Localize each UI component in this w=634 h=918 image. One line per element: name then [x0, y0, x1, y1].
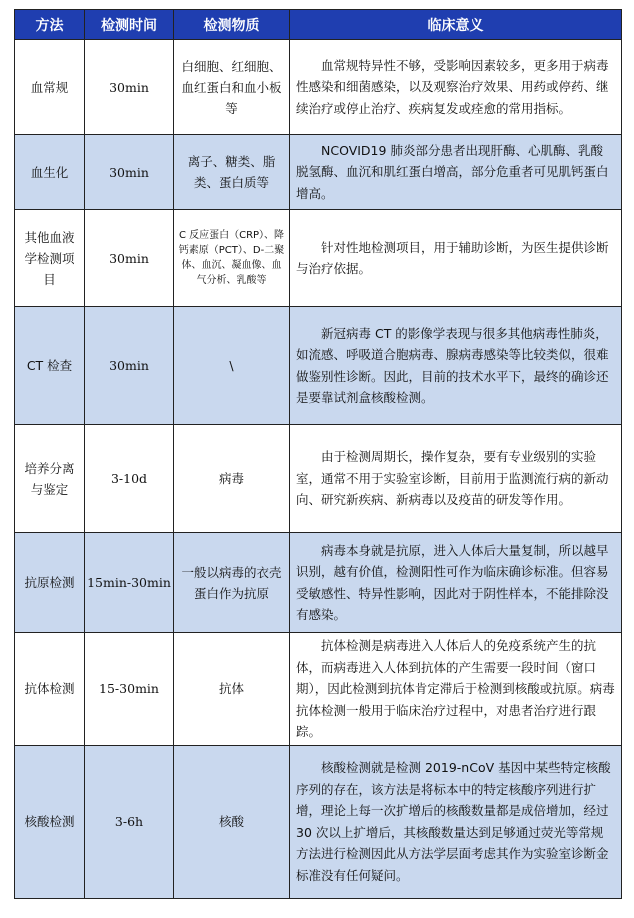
time-cell: 15-30min — [85, 633, 174, 746]
method-cell: 抗原检测 — [15, 533, 85, 633]
table-row — [15, 533, 622, 633]
method-cell: CT 检查 — [15, 307, 85, 425]
material-cell: C 反应蛋白（CRP）、降钙素原（PCT）、D-二聚体、血沉、凝血像、血气分析、乳酸等 — [174, 210, 290, 307]
material-cell: 白细胞、红细胞、血红蛋白和血小板等 — [174, 40, 290, 135]
method-cell: 血生化 — [15, 135, 85, 210]
meaning-cell: 新冠病毒 CT 的影像学表现与很多其他病毒性肺炎，如流感、呼吸道合胞病毒、腺病毒感染等比较类似，很难做鉴别性诊断。因此，目前的技术水平下，最终的确诊还是要靠试剂盒核酸检测。 — [290, 307, 622, 425]
meaning-cell: NCOVID19 肺炎部分患者出现肝酶、心肌酶、乳酸脱氢酶、血沉和肌红蛋白增高，部分危重者可见肌钙蛋白增高。 — [290, 135, 622, 210]
method-cell: 培养分离与鉴定 — [15, 425, 85, 533]
material-cell: 核酸 — [174, 745, 290, 898]
meaning-cell: 抗体检测是病毒进入人体后人的免疫系统产生的抗体，而病毒进入人体到抗体的产生需要一段时间（窗口期），因此检测到抗体肯定滞后于检测到核酸或抗原。病毒抗体检测一般用于临床治疗过程中，对患者治疗进行跟踪。 — [290, 633, 622, 746]
time-cell: 15min-30min — [85, 533, 174, 633]
detection-methods-table-wrapper — [14, 9, 621, 899]
table-row — [15, 745, 622, 898]
material-cell: \ — [174, 307, 290, 425]
meaning-cell: 核酸检测就是检测 2019-nCoV 基因中某些特定核酸序列的存在，该方法是将标本中的特定核酸序列进行扩增，理论上每一次扩增后的核酸数量都是成倍增加，经过 30 次以上扩增后，其核酸数量达到足够通过荧光等常规方法进行检测因此从方法学层面考虑其作为实验室诊断金标准没有任何疑问。 — [290, 745, 622, 898]
time-cell: 3-6h — [85, 745, 174, 898]
method-cell: 抗体检测 — [15, 633, 85, 746]
time-cell: 30min — [85, 307, 174, 425]
time-cell: 3-10d — [85, 425, 174, 533]
meaning-cell: 病毒本身就是抗原，进入人体后大量复制，所以越早识别，越有价值，检测阳性可作为临床确诊标准。但容易受敏感性、特异性影响，因此对于阴性样本，不能排除没有感染。 — [290, 533, 622, 633]
meaning-cell: 血常规特异性不够，受影响因素较多，更多用于病毒性感染和细菌感染，以及观察治疗效果、用药或停药、继续治疗或停止治疗、疾病复发或痊愈的常用指标。 — [290, 40, 622, 135]
method-cell: 核酸检测 — [15, 745, 85, 898]
header-method: 方法 — [15, 10, 85, 40]
header-material: 检测物质 — [174, 10, 290, 40]
table-row — [15, 425, 622, 533]
material-cell: 病毒 — [174, 425, 290, 533]
table-row — [15, 633, 622, 746]
material-cell: 抗体 — [174, 633, 290, 746]
time-cell: 30min — [85, 210, 174, 307]
header-time: 检测时间 — [85, 10, 174, 40]
table-row — [15, 40, 622, 135]
table-row — [15, 210, 622, 307]
material-cell: 一般以病毒的衣壳蛋白作为抗原 — [174, 533, 290, 633]
table-row — [15, 307, 622, 425]
method-cell: 血常规 — [15, 40, 85, 135]
meaning-cell: 针对性地检测项目，用于辅助诊断，为医生提供诊断与治疗依据。 — [290, 210, 622, 307]
table-row — [15, 135, 622, 210]
detection-methods-table — [14, 9, 622, 899]
time-cell: 30min — [85, 135, 174, 210]
header-meaning: 临床意义 — [290, 10, 622, 40]
table-header-row — [15, 10, 622, 40]
meaning-cell: 由于检测周期长，操作复杂，要有专业级别的实验室，通常不用于实验室诊断，目前用于监测流行病的新动向、研究新疾病、新病毒以及疫苗的研发等作用。 — [290, 425, 622, 533]
time-cell: 30min — [85, 40, 174, 135]
method-cell: 其他血液学检测项目 — [15, 210, 85, 307]
material-cell: 离子、糖类、脂类、蛋白质等 — [174, 135, 290, 210]
